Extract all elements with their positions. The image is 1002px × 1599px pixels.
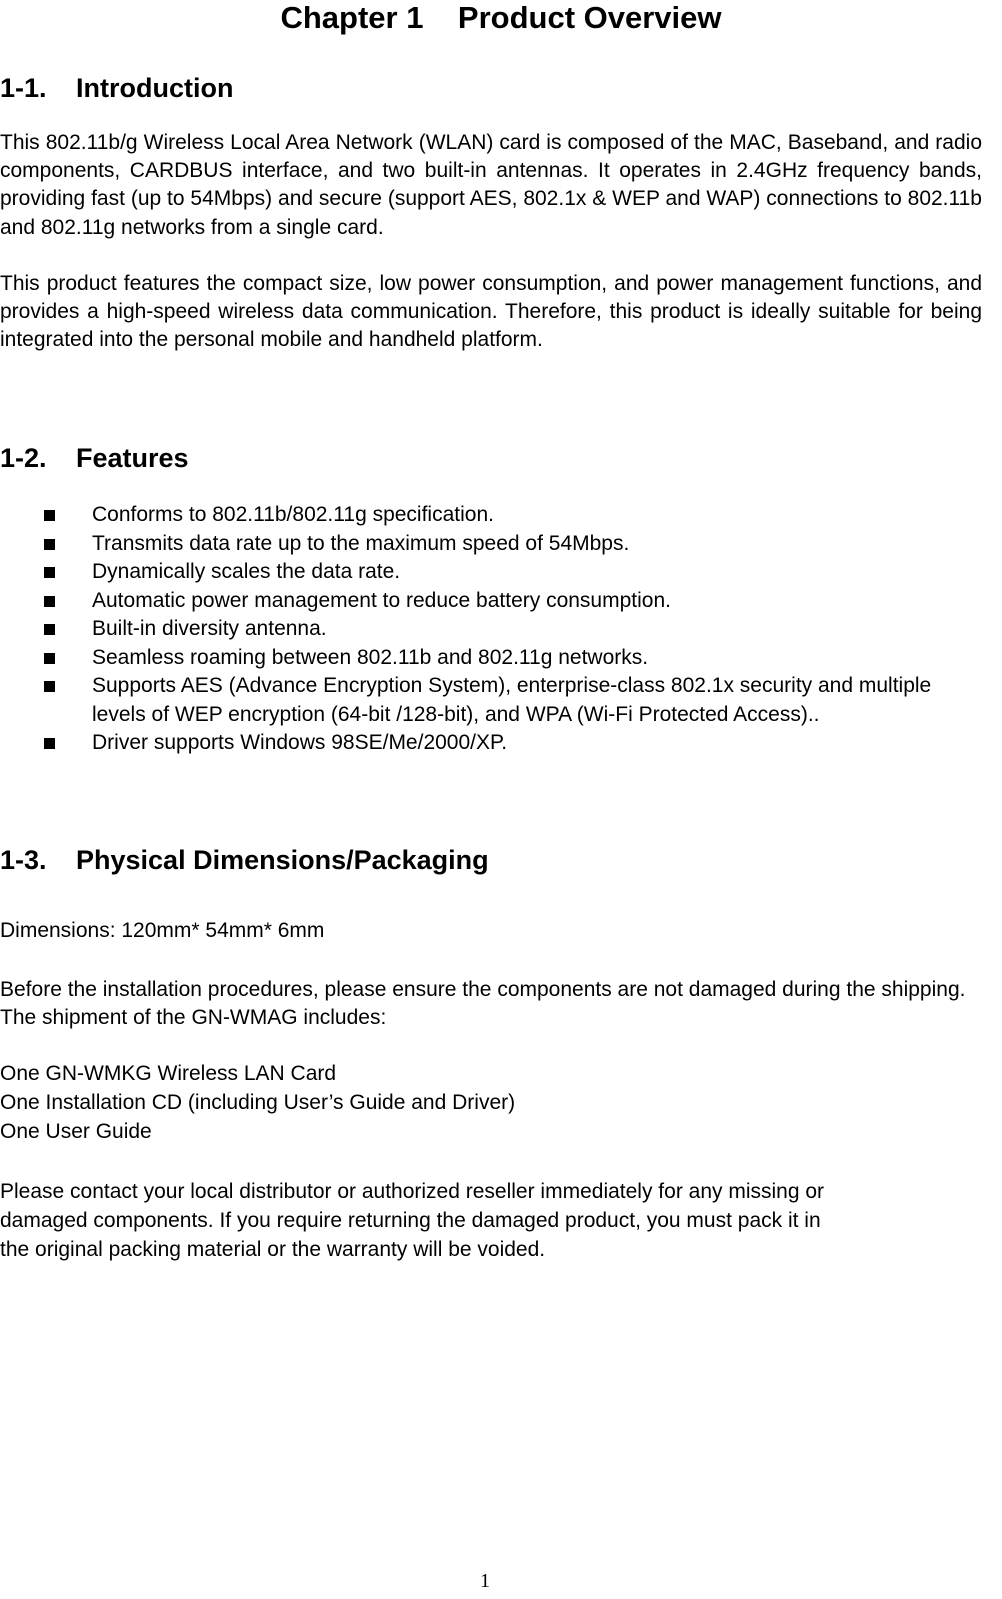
feature-text: Built-in diversity antenna. xyxy=(92,617,327,640)
feature-text: Driver supports Windows 98SE/Me/2000/XP. xyxy=(92,731,508,754)
package-item: One Installation CD (including User’s Guide and Driver) xyxy=(0,1091,516,1114)
section-heading-packaging xyxy=(0,844,489,876)
section-number: 1-2. xyxy=(0,443,47,473)
contact-note-line: damaged components. If you require returning the damaged product, you must pack it in xyxy=(0,1209,821,1232)
section-number: 1-3. xyxy=(0,845,47,875)
section-number: 1-1. xyxy=(0,73,47,103)
section-title: Features xyxy=(76,443,189,473)
contact-note-line: Please contact your local distributor or authorized reseller immediately for any missing or xyxy=(0,1180,825,1203)
section-title: Physical Dimensions/Packaging xyxy=(76,845,489,875)
feature-item xyxy=(44,644,989,673)
feature-text: Seamless roaming between 802.11b and 802.11g networks. xyxy=(92,645,649,669)
square-bullet-icon xyxy=(44,738,55,749)
square-bullet-icon xyxy=(44,567,55,578)
feature-text: Conforms to 802.11b/802.11g specification. xyxy=(92,503,494,526)
feature-item xyxy=(44,530,989,559)
chapter-title: Chapter 1 Product Overview xyxy=(280,0,722,35)
square-bullet-icon xyxy=(44,510,55,521)
square-bullet-icon xyxy=(44,653,55,664)
feature-item xyxy=(44,672,989,729)
installation-note: Before the installation procedures, please ensure the components are not damaged during the shipping. The shipment of the GN-WMAG includes: xyxy=(0,978,966,1030)
package-item: One User Guide xyxy=(0,1120,152,1143)
feature-item xyxy=(44,558,989,587)
feature-item xyxy=(44,501,989,530)
section-heading-features xyxy=(0,442,189,474)
feature-text: Dynamically scales the data rate. xyxy=(92,560,401,583)
feature-item xyxy=(44,615,989,644)
section-title: Introduction xyxy=(76,73,234,103)
intro-paragraph: This 802.11b/g Wireless Local Area Network (WLAN) card is composed of the MAC, Baseband, and radio components, CARDBUS interface, and two built-in antennas. It operates in 2.4GHz frequency bands, providing fast (up to 54Mbps) and secure (support AES, 802.1x & WEP and WAP) connections to 802.11b and 802.11g networks from a single card. xyxy=(0,131,982,239)
feature-item xyxy=(44,729,989,758)
square-bullet-icon xyxy=(44,596,55,607)
section-heading-introduction xyxy=(0,72,233,104)
features-list xyxy=(44,501,989,758)
page-number: 1 xyxy=(480,1570,490,1592)
feature-text: Transmits data rate up to the maximum speed of 54Mbps. xyxy=(92,531,630,555)
square-bullet-icon xyxy=(44,681,55,692)
square-bullet-icon xyxy=(44,539,55,550)
feature-text: Automatic power management to reduce battery consumption. xyxy=(92,588,671,612)
dimensions-text: Dimensions: 120mm* 54mm* 6mm xyxy=(0,919,325,942)
contact-note-line: the original packing material or the warranty will be voided. xyxy=(0,1238,546,1261)
square-bullet-icon xyxy=(44,624,55,635)
package-item: One GN-WMKG Wireless LAN Card xyxy=(0,1062,337,1085)
feature-text: Supports AES (Advance Encryption System), enterprise-class 802.1x security and multiple levels of WEP encryption (64-bit /128-bit), and WPA (Wi-Fi Protected Access).. xyxy=(92,674,932,726)
intro-paragraph: This product features the compact size, low power consumption, and power management functions, and provides a high-speed wireless data communication. Therefore, this product is ideally suitable for being integrated into the personal mobile and handheld platform. xyxy=(0,272,982,352)
feature-item xyxy=(44,587,989,616)
